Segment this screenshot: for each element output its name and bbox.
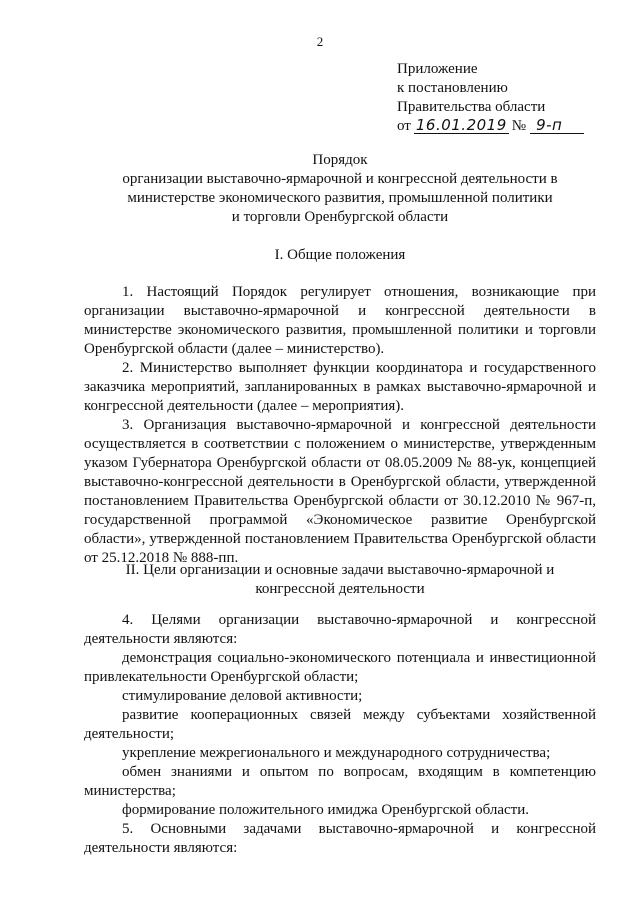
section-2-heading-line-1: II. Цели организации и основные задачи выставочно-ярмарочной и (125, 562, 555, 578)
list-item: формирование положительного имиджа Оренбургской области. (122, 802, 529, 818)
from-label: от (397, 118, 411, 134)
list-item: демонстрация социально-экономического потенциала и инвестиционной привлекательности Оренбургской области; (84, 650, 596, 685)
appendix-line-3: Правительства области (397, 99, 546, 115)
list-item: укрепление межрегионального и международного сотрудничества; (122, 745, 551, 761)
handwritten-date: 16.01.2019 (415, 116, 507, 134)
appendix-line-1: Приложение (397, 61, 478, 77)
paragraph-1: 1. Настоящий Порядок регулирует отношения, возникающие при организации выставочно-ярмарочной и конгрессной деятельности в министерстве экономического развития, промышленной политики и торговли Оренбургской области (далее – министерство). (84, 284, 596, 357)
title-line-4: и торговли Оренбургской области (231, 209, 449, 225)
list-item: развитие кооперационных связей между субъектами хозяйственной деятельности; (84, 707, 596, 742)
appendix-line-2: к постановлению (397, 80, 508, 96)
title-line-2: организации выставочно-ярмарочной и конгрессной деятельности в (122, 171, 558, 187)
list-item: стимулирование деловой активности; (122, 688, 363, 704)
number-label: № (511, 118, 527, 134)
paragraph-2: 2. Министерство выполняет функции координатора и государственного заказчика мероприятий, запланированных в рамках выставочно-ярмарочной и конгрессной деятельности (далее – мероприятия). (84, 360, 596, 414)
section-2-heading (84, 561, 596, 599)
paragraph-3: 3. Организация выставочно-ярмарочной и конгрессной деятельности осуществляется в соответствии с положением о министерстве, утвержденным указом Губернатора Оренбургской области от 08.05.2009 № 88-ук, концепцией выставочно-конгрессной деятельности в Оренбургской области, утвержденной постановлением Правительства Оренбургской области от 30.12.2010 № 967-п, государственной программой «Экономическое развитие Оренбургской области», утвержденной постановлением Правительства Оренбургской области от 25.12.2018 № 888-пп. (84, 417, 596, 566)
page-number: 2 (316, 34, 324, 49)
title-line-3: министерстве экономического развития, промышленной политики (127, 190, 553, 206)
section-2-body (84, 611, 596, 858)
section-1-heading: I. Общие положения (274, 247, 406, 263)
paragraph-5: 5. Основными задачами выставочно-ярмарочной и конгрессной деятельности являются: (84, 821, 596, 856)
title-line-1: Порядок (312, 152, 368, 168)
appendix-date-line (397, 117, 584, 136)
list-item: обмен знаниями и опытом по вопросам, входящим в компетенцию министерства; (84, 764, 596, 799)
appendix-block (397, 60, 584, 136)
paragraph-4: 4. Целями организации выставочно-ярмарочной и конгрессной деятельности являются: (84, 612, 596, 647)
section-1-body (84, 283, 596, 568)
section-2-heading-line-2: конгрессной деятельности (255, 581, 425, 597)
handwritten-number: 9-п (530, 117, 584, 134)
document-title (84, 151, 596, 227)
